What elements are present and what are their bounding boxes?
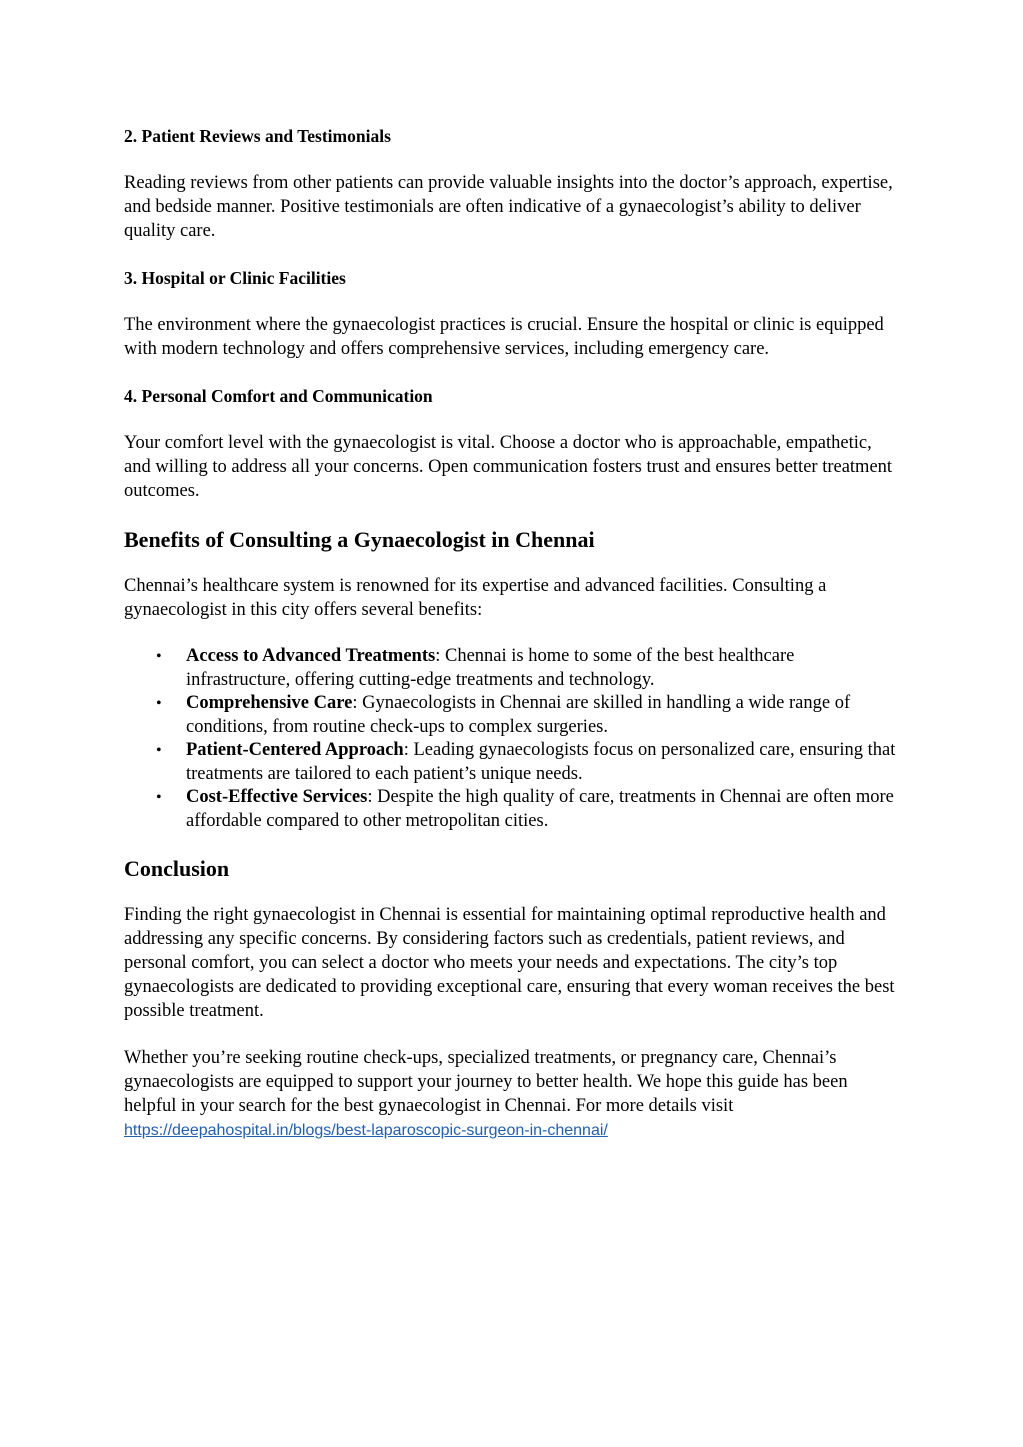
section-body-facilities: The environment where the gynaecologist practices is crucial. Ensure the hospital or clinic is equipped with modern technology and offers comprehensive services, including emergency care. — [124, 315, 884, 359]
benefit-term: Cost-Effective Services — [186, 787, 368, 807]
benefits-intro: Chennai’s healthcare system is renowned for its expertise and advanced facilities. Consulting a gynaecologist in this city offers several benefits: — [124, 576, 827, 620]
document-page — [124, 124, 902, 1166]
conclusion-paragraph-1: Finding the right gynaecologist in Chennai is essential for maintaining optimal reproductive health and addressing any specific concerns. By considering factors such as credentials, patient reviews, and personal comfort, you can select a doctor who meets your needs and expectations. The city’s top gynaecologists are dedicated to providing exceptional care, ensuring that every woman receives the best possible treatment. — [124, 905, 895, 1021]
benefit-term: Comprehensive Care — [186, 693, 353, 713]
list-item — [124, 645, 902, 692]
section-body-patient-reviews: Reading reviews from other patients can provide valuable insights into the doctor’s approach, expertise, and bedside manner. Positive testimonials are often indicative of a gynaecologist’s ability to deliver quality care. — [124, 173, 893, 241]
section-heading-comfort: 4. Personal Comfort and Communication — [124, 386, 433, 406]
benefits-list — [124, 645, 902, 833]
bullet-icon: • — [156, 648, 162, 665]
benefit-term: Access to Advanced Treatments — [186, 646, 436, 666]
conclusion-paragraph-2-text: Whether you’re seeking routine check-ups, specialized treatments, or pregnancy care, Chennai’s gynaecologists are equipped to support your journey to better health. We hope this guide has been helpful in your search for the best gynaecologist in Chennai. For more details visit — [124, 1048, 848, 1116]
benefit-text: : Gynaecologists in Chennai are skilled in handling a wide range of conditions, from routine check-ups to complex surgeries. — [186, 693, 851, 737]
benefit-text: : Despite the high quality of care, treatments in Chennai are often more affordable compared to other metropolitan cities. — [186, 787, 894, 831]
section-heading-facilities: 3. Hospital or Clinic Facilities — [124, 268, 346, 288]
section-heading-patient-reviews: 2. Patient Reviews and Testimonials — [124, 126, 391, 146]
bullet-icon: • — [156, 695, 162, 712]
section-body-comfort: Your comfort level with the gynaecologist is vital. Choose a doctor who is approachable, empathetic, and willing to address all your concerns. Open communication fosters trust and ensures better treatment outcomes. — [124, 433, 893, 501]
list-item — [124, 692, 902, 739]
bullet-icon: • — [156, 789, 162, 806]
benefits-heading: Benefits of Consulting a Gynaecologist in Chennai — [124, 527, 595, 552]
bullet-icon: • — [156, 742, 162, 759]
benefit-text: : Leading gynaecologists focus on personalized care, ensuring that treatments are tailored to each patient’s unique needs. — [186, 740, 896, 784]
list-item — [124, 739, 902, 786]
conclusion-heading: Conclusion — [124, 856, 230, 881]
conclusion-paragraph-2 — [124, 1046, 902, 1143]
list-item — [124, 786, 902, 833]
details-link[interactable]: https://deepahospital.in/blogs/best-laparoscopic-surgeon-in-chennai/ — [124, 1122, 608, 1139]
benefit-term: Patient-Centered Approach — [186, 740, 404, 760]
benefit-text: : Chennai is home to some of the best healthcare infrastructure, offering cutting-edge treatments and technology. — [186, 646, 795, 690]
